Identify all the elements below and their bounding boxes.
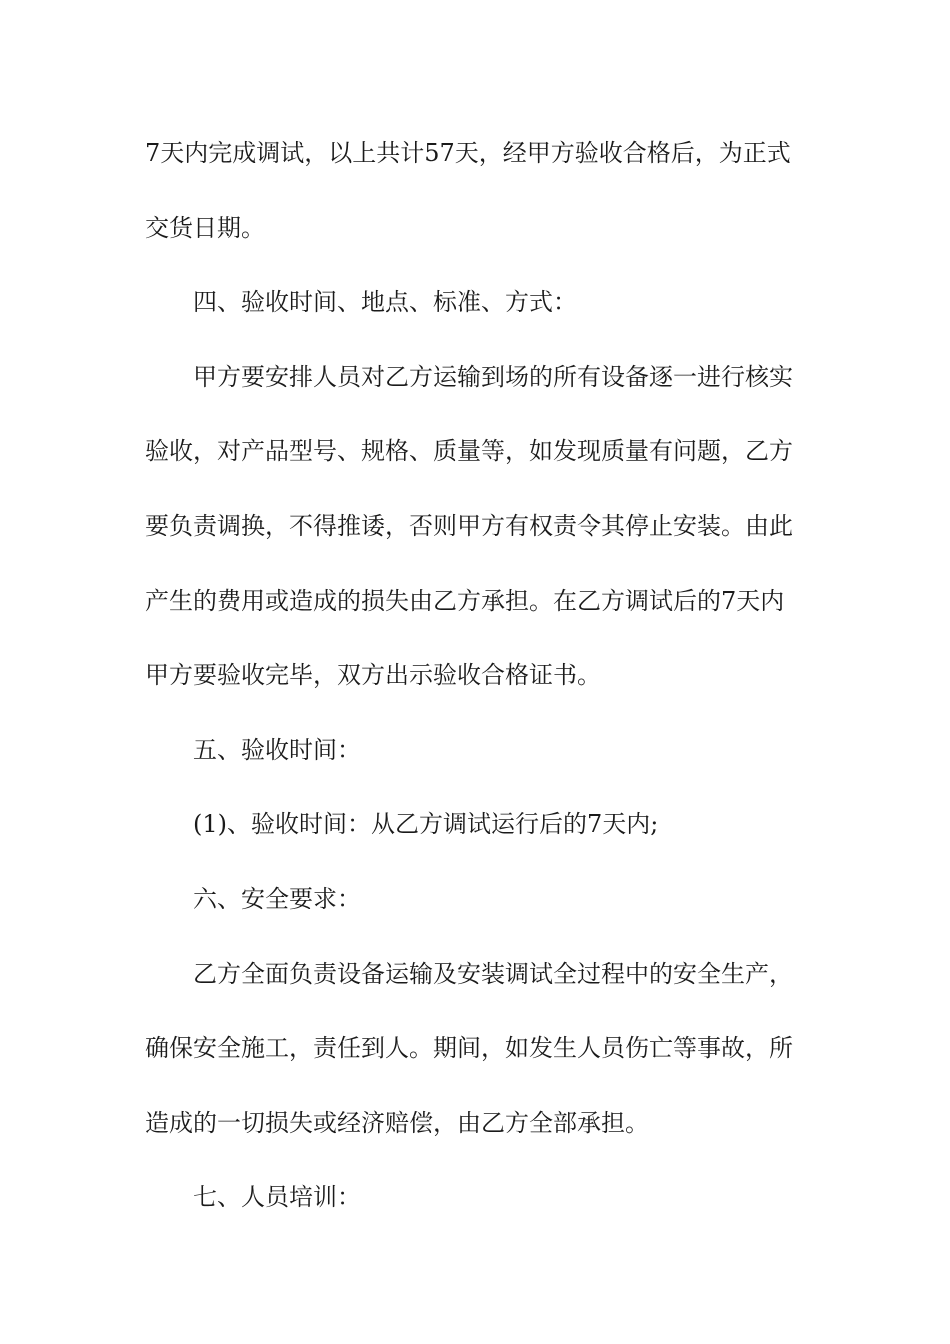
text-line: (1)、验收时间：从乙方调试运行后的7天内; — [193, 810, 659, 839]
text-line: 确保安全施工，责任到人。期间，如发生人员伤亡等事故，所 — [145, 1034, 793, 1063]
section-heading: 六、安全要求： — [193, 884, 361, 913]
text-line: 产生的费用或造成的损失由乙方承担。在乙方调试后的7天内 — [145, 586, 785, 615]
text-line: 7天内完成调试，以上共计57天，经甲方验收合格后，为正式 — [145, 139, 791, 167]
section-heading: 七、人员培训： — [193, 1183, 361, 1212]
text-line: 乙方全面负责设备运输及安装调试全过程中的安全生产， — [193, 959, 793, 988]
text-line: 交货日期。 — [145, 213, 265, 242]
section-heading: 五、验收时间： — [193, 735, 361, 764]
text-line: 造成的一切损失或经济赔偿，由乙方全部承担。 — [145, 1108, 649, 1137]
text-line: 甲方要验收完毕，双方出示验收合格证书。 — [145, 661, 601, 690]
text-line: 验收，对产品型号、规格、质量等，如发现质量有问题，乙方 — [145, 437, 793, 466]
section-heading: 四、验收时间、地点、标准、方式： — [193, 288, 577, 317]
text-line: 要负责调换，不得推诿，否则甲方有权责令其停止安装。由此 — [145, 511, 793, 540]
document-body — [145, 128, 810, 1247]
text-line: 甲方要安排人员对乙方运输到场的所有设备逐一进行核实 — [193, 362, 793, 391]
